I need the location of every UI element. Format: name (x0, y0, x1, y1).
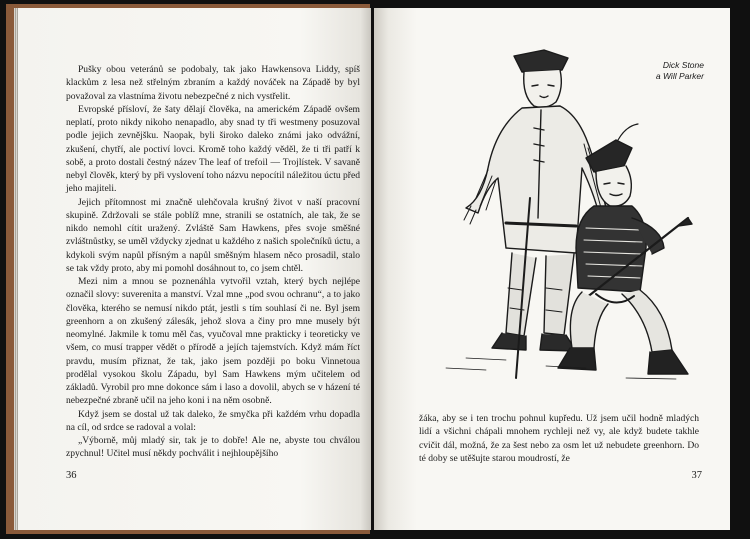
right-page-text: žáka, aby se i ten trochu pohnul kupředu. Už jsem učil hodně mladých lidí a všichni chápali mnohem rychleji než vy, ale když budete takhle cvičit dál, možná, že za šest nebo za osm let už nebudete greenhorn. Do té doby se utěšujte starou moudrostí, že (419, 413, 699, 464)
right-page (374, 8, 730, 530)
paragraph-2: Evropské přísloví, že šaty dělají člověka, na americkém Západě ovšem neplatí, proto nikdy nikoho nenapadlo, aby snad ty tři westmeny posuzoval podle jejich zevnějšku. Naopak, byli široko daleko známi jako odvážní, zkušení, chytří, ale poctiví lovci. Kromě toho každý věděl, že ti tři patří k sobě, a proto dostali čestný název The leaf of trefoil — Trojlístek. V savaně nebyl člověk, který by při vyslovení toho názvu nepocítil náležitou úctu před jeho majiteli. (66, 103, 360, 195)
page-edge-stack (14, 8, 18, 530)
paragraph-1: Pušky obou veteránů se podobaly, tak jako Hawkensova Liddy, spíš klackům z lesa než střelným zbraním a každý nováček na Západě by byl považoval za vlastníma životu nebezpečné z nich vystřelit. (66, 64, 360, 102)
left-page (16, 8, 371, 530)
paragraph-3: Jejich přítomnost mi značně ulehčovala krušný život v naší pracovní skupině. Zdržovali se stále poblíž mne, stranili se ostatních, ale tak, že se nikdo nemohl cítit uražený. Zvláště Sam Hawkens, přes svoje směšné zvláštnůstky, se uměl vždycky zjednat u každého z našich společníků úctu, a kdykoli svým napůl přísným a napůl směšným hlasem něco prosadil, stalo se tak vždy proto, aby mi pomohl dosáhnout to, co jsem chtěl. (66, 196, 360, 274)
paragraph-4: Mezi nim a mnou se poznenáhla vytvořil vztah, který bych nejlépe označil slovy: suverenita a manství. Vzal mne „pod svou ochranu“, a to jako člověka, kterého se nemusí nikdo ptát, jestli s tím souhlasí či ne. Byl jsem greenhorn a on zkušený zálesák, jehož slova a činy pro mne musely být neomylné. Jakmile k tomu měl čas, vyučoval mne prakticky i teoreticky ve všem, co musí trapper vědět o přírodě a jejích tajemstvích. Když mám říct pravdu, musím přiznat, že tak, jako jsem později po boku Vinnetoua prodělal vysokou školu Západu, byl Sam Hawkens mým učitelem od základů. Vyrobil pro mne dokonce sám i laso a dovolil, abych se v házení té nebezpečné zbraně učil na jeho koni i na něm osobně. (66, 276, 360, 407)
page-number-left: 36 (66, 470, 77, 481)
paragraph-5: Když jsem se dostal už tak daleko, že smyčka při každém vrhu dopadla na cíl, od srdce se radoval a volal: (66, 408, 360, 433)
caption-line-1: Dick Stone (662, 60, 704, 70)
paragraph-6: „Výborně, můj mladý sir, tak je to dobře! Ale ne, abyste tou chválou zpychnul! Učitel musí někdy pochválit i nejhloupějšího (66, 435, 360, 460)
illustration-dick-stone-will-parker (426, 48, 696, 403)
left-page-text (66, 63, 360, 461)
caption-line-2: a Will Parker (655, 71, 704, 81)
page-number-right: 37 (691, 470, 702, 481)
